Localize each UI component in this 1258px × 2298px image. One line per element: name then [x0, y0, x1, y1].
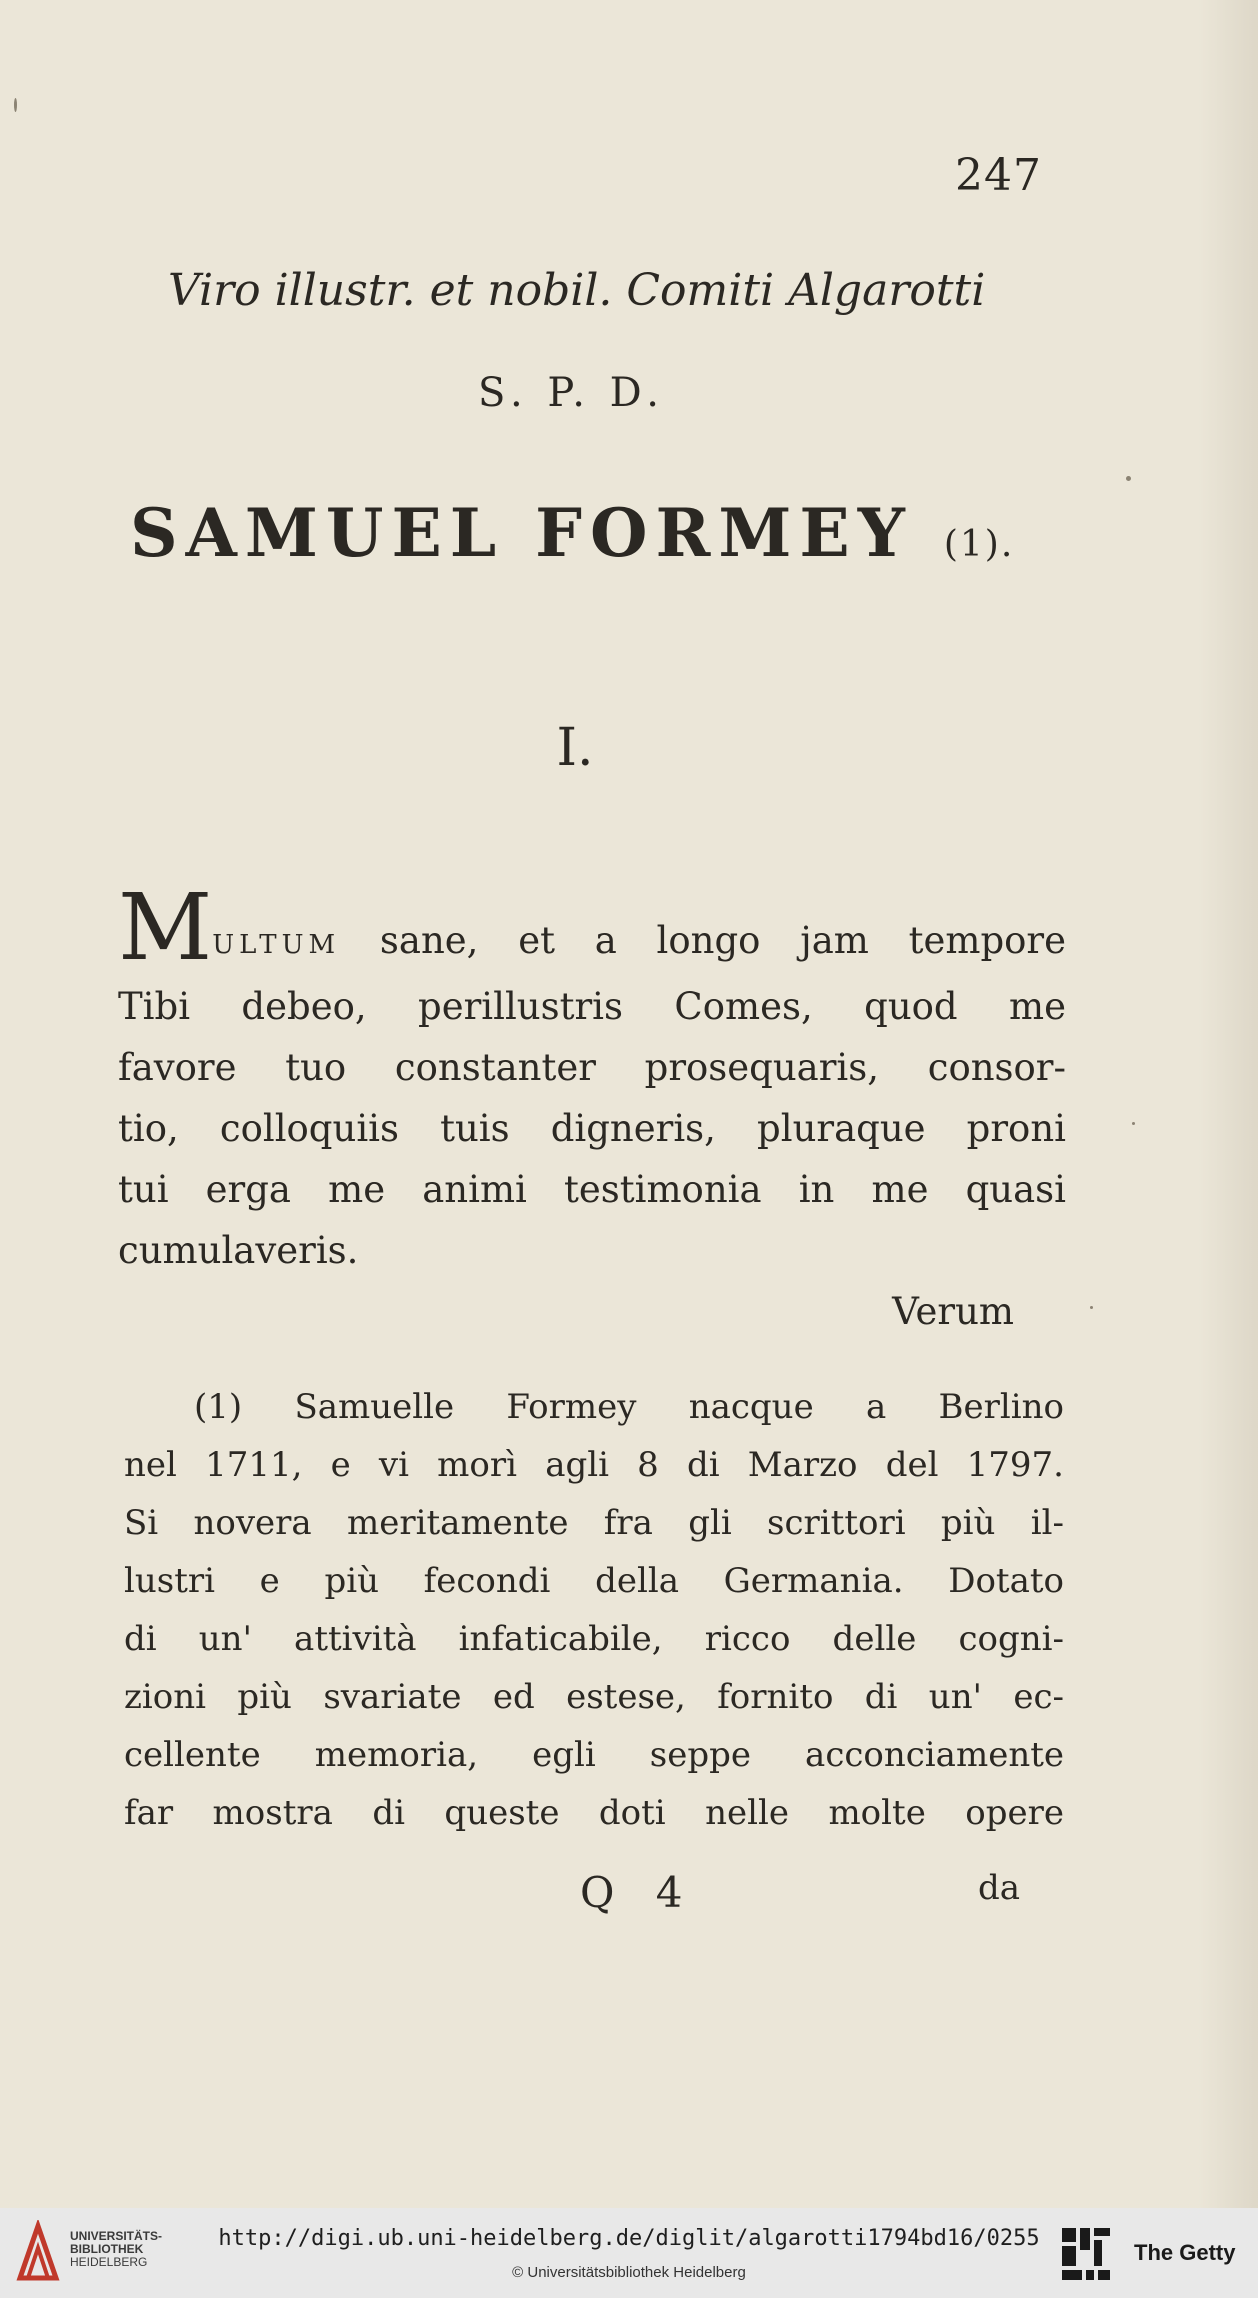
page-number: 247: [955, 150, 1042, 201]
footnote-line: cellente memoria, egli seppe acconciamente: [124, 1735, 1064, 1775]
footnote-line: (1) Samuelle Formey nacque a Berlino: [194, 1387, 1064, 1427]
page-edge-shadow: [1198, 0, 1258, 2208]
getty-logo-icon[interactable]: [1058, 2224, 1114, 2284]
author-footnote-mark: (1).: [943, 524, 1015, 565]
section-numeral: I.: [556, 718, 594, 778]
library-name-line: HEIDELBERG: [70, 2255, 148, 2269]
author-heading: [130, 494, 1014, 572]
footer-bar: [0, 2208, 1258, 2298]
letter-body: [118, 874, 1066, 1281]
letter-line: favore tuo constanter prosequaris, consor-: [118, 1046, 1066, 1089]
signature-mark: Q 4: [580, 1868, 697, 1917]
drop-cap: M: [118, 874, 213, 981]
small-caps-word: ULTUM: [212, 930, 341, 960]
footnote-line: zioni più svariate ed estese, fornito di un' ec-: [124, 1677, 1064, 1717]
letter-line: tio, colloquiis tuis digneris, pluraque proni: [118, 1107, 1066, 1150]
letter-line: [118, 874, 1066, 981]
author-name: SAMUEL FORMEY: [130, 494, 913, 572]
copyright-notice: © Universitätsbibliothek Heidelberg: [512, 2264, 746, 2281]
footnote-line: Si novera meritamente fra gli scrittori più il-: [124, 1503, 1064, 1543]
footnote-line: far mostra di queste doti nelle molte opere: [124, 1793, 1064, 1833]
footnote-line: nel 1711, e vi morì agli 8 di Marzo del 1797.: [124, 1445, 1064, 1485]
letter-address: Viro illustr. et nobil. Comiti Algarotti: [168, 265, 986, 316]
letter-line-1-text: sane, et a longo jam tempore: [340, 919, 1066, 962]
library-name-line: UNIVERSITÄTS-: [70, 2229, 163, 2243]
catchword-verum: Verum: [892, 1290, 1014, 1333]
letter-greeting: S. P. D.: [478, 370, 666, 416]
letter-line: tui erga me animi testimonia in me quasi: [118, 1168, 1066, 1211]
footnote: [124, 1378, 1064, 1842]
letter-line: Tibi debeo, perillustris Comes, quod me: [118, 985, 1066, 1028]
footnote-line: di un' attività infaticabile, ricco delle cogni-: [124, 1619, 1064, 1659]
letter-line: cumulaveris.: [118, 1229, 359, 1272]
catchword-da: da: [977, 1868, 1020, 1908]
library-name-line: BIBLIOTHEK: [70, 2242, 144, 2256]
permalink-url[interactable]: http://digi.ub.uni-heidelberg.de/diglit/algarotti1794bd16/0255: [218, 2226, 1040, 2251]
getty-name: The Getty: [1134, 2240, 1236, 2265]
footnote-line: lustri e più fecondi della Germania. Dotato: [124, 1561, 1064, 1601]
